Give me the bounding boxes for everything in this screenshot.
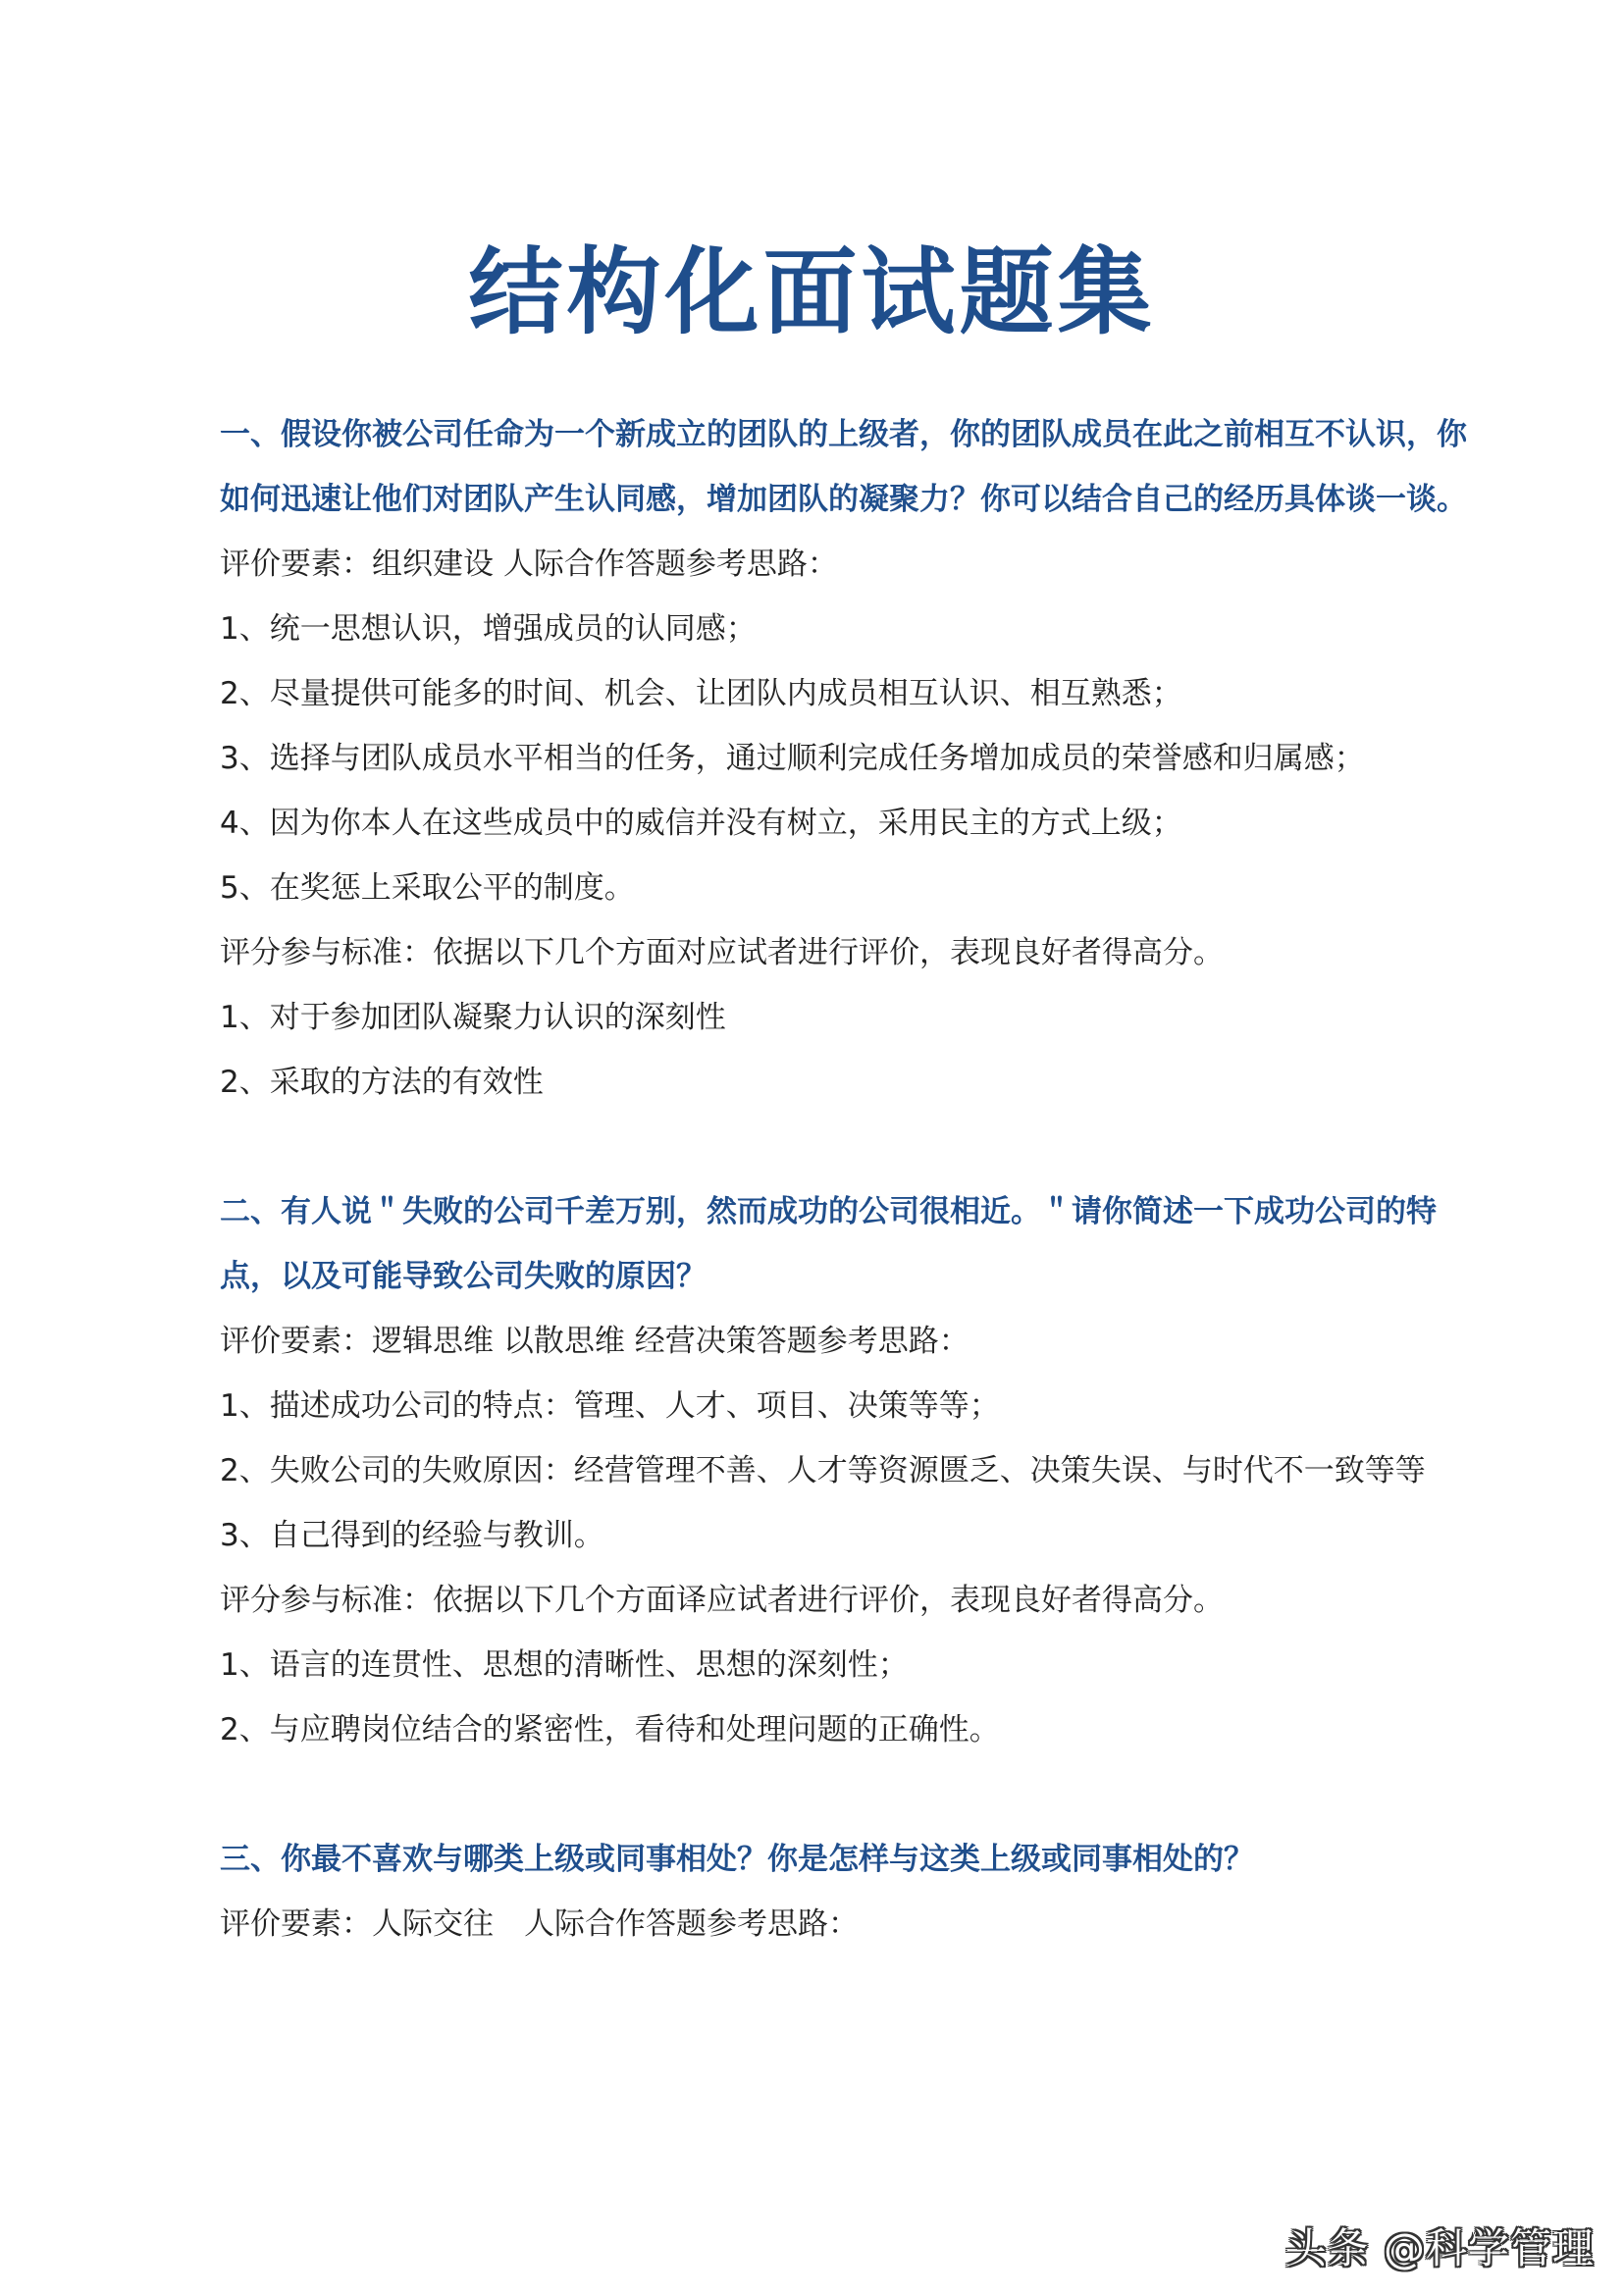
question-section-1 [220,402,1476,1115]
evaluation-elements: 评价要素：人际交往 人际合作答题参考思路： [220,1906,859,1942]
thought-item: 3、自己得到的经验与教训。 [220,1518,604,1553]
evaluation-elements: 评价要素：组织建设 人际合作答题参考思路： [220,547,838,582]
document-body [220,402,1476,1956]
criteria-item: 1、对于参加团队凝聚力认识的深刻性 [220,1000,726,1035]
section-spacer [220,1762,1476,1827]
question-section-2 [220,1179,1476,1762]
criteria-item: 2、采取的方法的有效性 [220,1065,544,1100]
thought-item: 2、失败公司的失败原因：经营管理不善、人才等资源匮乏、决策失误、与时代不一致等等 [220,1453,1426,1488]
thought-item: 4、因为你本人在这些成员中的威信并没有树立，采用民主的方式上级； [220,806,1182,841]
thought-item: 5、在奖惩上采取公平的制度。 [220,870,635,906]
question-heading-3: 三、你最不喜欢与哪类上级或同事相处？你是怎样与这类上级或同事相处的？ [220,1842,1254,1877]
thought-item: 2、尽量提供可能多的时间、机会、让团队内成员相互认识、相互熟悉； [220,676,1182,711]
criteria-item: 2、与应聘岗位结合的紧密性，看待和处理问题的正确性。 [220,1712,1000,1747]
page-title: 结构化面试题集 [468,236,1156,347]
criteria-item: 1、语言的连贯性、思想的清晰性、思想的深刻性； [220,1647,909,1683]
question-heading-1: 一、假设你被公司任命为一个新成立的团队的上级者，你的团队成员在此之前相互不认识，你如何迅速让他们对团队产生认同感，增加团队的凝聚力？你可以结合自己的经历具体谈一谈。 [220,417,1467,517]
question-section-3 [220,1827,1476,1956]
thought-item: 3、选择与团队成员水平相当的任务，通过顺利完成任务增加成员的荣誉感和归属感； [220,741,1365,776]
thought-item: 1、描述成功公司的特点：管理、人才、项目、决策等等； [220,1388,1000,1424]
question-heading-2: 二、有人说＂失败的公司千差万别，然而成功的公司很相近。＂请你简述一下成功公司的特点，以及可能导致公司失败的原因？ [220,1194,1437,1294]
watermark: 头条 @科学管理 [1284,2224,1595,2272]
scoring-criteria: 评分参与标准：依据以下几个方面译应试者进行评价，表现良好者得高分。 [220,1583,1224,1618]
scoring-criteria: 评分参与标准：依据以下几个方面对应试者进行评价，表现良好者得高分。 [220,935,1224,970]
section-spacer [220,1115,1476,1179]
thought-item: 1、统一思想认识，增强成员的认同感； [220,611,757,647]
evaluation-elements: 评价要素：逻辑思维 以散思维 经营决策答题参考思路： [220,1324,969,1359]
